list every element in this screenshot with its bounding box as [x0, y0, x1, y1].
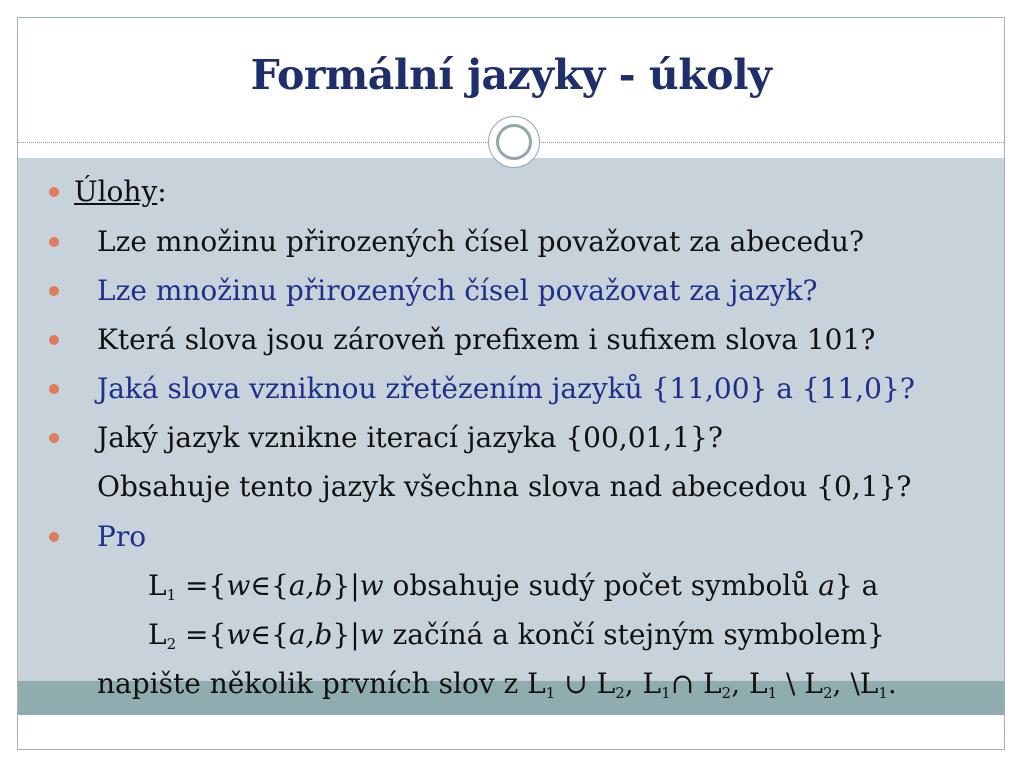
bullet-icon — [49, 532, 59, 542]
definition-l2 — [148, 618, 885, 652]
heading-line — [74, 175, 167, 209]
last-s3: 1 — [661, 684, 671, 702]
last-p8: . — [887, 667, 897, 700]
def2-sub: 2 — [166, 635, 177, 653]
def1-sym: a — [818, 569, 835, 602]
list-item: Lze množinu přirozených čísel považovat za abecedu? — [97, 225, 864, 258]
list-item: Lze množinu přirozených čísel považovat za jazyk? — [97, 274, 818, 307]
def1-c: obsahuje sudý počet symbolů — [383, 569, 819, 602]
last-s6: 2 — [822, 684, 833, 702]
slide-title: Formální jazyky - úkoly — [250, 51, 772, 99]
def2-L: L — [148, 618, 167, 651]
last-p6: \ L — [777, 667, 823, 700]
bullet-icon — [49, 237, 59, 247]
last-p1: napište několik prvních slov z L — [97, 667, 546, 700]
bullet-icon — [49, 335, 59, 345]
list-item: Jaká slova vzniknou zřetězením jazyků {11,00} a {11,0}? — [97, 372, 915, 405]
def2-b: }| — [332, 618, 360, 651]
def1-L: L — [148, 569, 167, 602]
definition-l1 — [148, 569, 878, 603]
list-item-continuation: Obsahuje tento jazyk všechna slova nad abecedou {0,1}? — [97, 470, 912, 503]
last-p2: ∪ L — [555, 667, 616, 700]
list-item: Pro — [97, 520, 147, 553]
def1-w1: w — [226, 569, 251, 602]
def2-in: ∈{ — [250, 618, 289, 651]
bullet-icon — [49, 286, 59, 296]
last-s1: 1 — [545, 684, 556, 702]
def1-a: ={ — [176, 569, 227, 602]
last-s7: 1 — [878, 684, 888, 702]
def1-sub: 1 — [166, 586, 177, 604]
last-p5: , L — [731, 667, 768, 700]
def2-w1: w — [226, 618, 251, 651]
last-p7: , \L — [832, 667, 879, 700]
last-p4: ∩ L — [670, 667, 722, 700]
final-instruction — [97, 667, 897, 701]
list-item: Jaký jazyk vznikne iterací jazyka {00,01,1}? — [97, 421, 723, 454]
def2-a: ={ — [176, 618, 227, 651]
def2-c: začíná a končí stejným symbolem} — [383, 618, 885, 651]
def1-b: }| — [332, 569, 360, 602]
heading-colon: : — [157, 175, 167, 208]
def1-w2: w — [359, 569, 384, 602]
slide-frame — [17, 17, 1005, 750]
def1-in: ∈{ — [250, 569, 289, 602]
last-s4: 2 — [721, 684, 732, 702]
last-s2: 2 — [615, 684, 625, 702]
bullet-icon — [49, 187, 59, 197]
def2-w2: w — [359, 618, 384, 651]
list-item: Která slova jsou zároveň prefixem i sufixem slova 101? — [97, 323, 876, 356]
last-s5: 1 — [767, 684, 778, 702]
heading-word: Úlohy — [74, 175, 158, 208]
bullet-icon — [49, 384, 59, 394]
bullet-icon — [49, 433, 59, 443]
def1-d: } a — [834, 569, 879, 602]
def1-ab: a,b — [288, 569, 333, 602]
slide-content — [18, 18, 1004, 749]
def2-ab: a,b — [288, 618, 333, 651]
last-p3: , L — [624, 667, 662, 700]
